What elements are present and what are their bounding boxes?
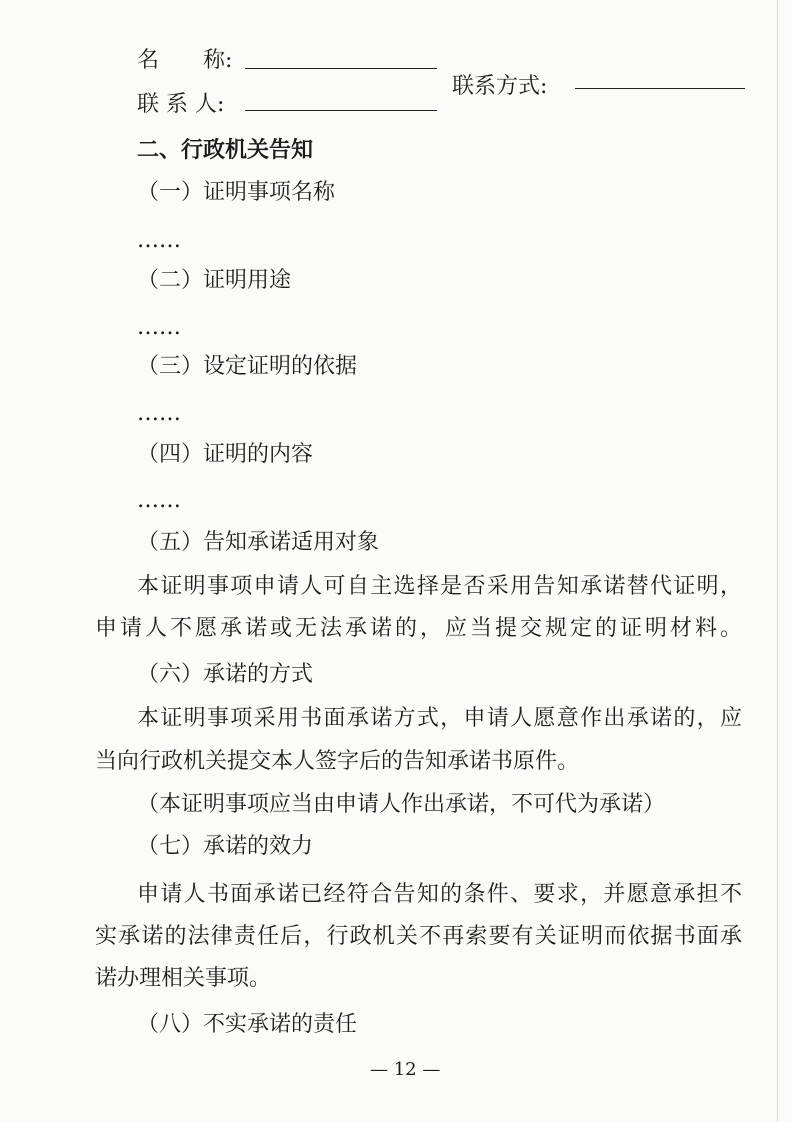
item-6-heading: （六）承诺的方式 <box>137 662 314 687</box>
item-7-line-2: 实承诺的法律责任后，行政机关不再索要有关证明而依据书面承 <box>95 924 742 949</box>
item-5-line-1: 本证明事项申请人可自主选择是否采用告知承诺替代证明， <box>137 574 742 599</box>
page-number: — 12 — <box>370 1059 441 1080</box>
name-blank-line <box>245 68 437 69</box>
item-4-body: …… <box>137 488 181 513</box>
item-3-heading: （三）设定证明的依据 <box>137 354 358 379</box>
contact-method-blank-line <box>575 88 745 89</box>
item-5-line-2: 申请人不愿承诺或无法承诺的，应当提交规定的证明材料。 <box>95 616 742 641</box>
contact-person-blank-line <box>245 110 437 111</box>
item-2-body: …… <box>137 315 181 340</box>
item-2-heading: （二）证明用途 <box>137 268 292 293</box>
item-7-heading: （七）承诺的效力 <box>137 834 314 859</box>
item-4-heading: （四）证明的内容 <box>137 442 314 467</box>
item-8-heading: （八）不实承诺的责任 <box>137 1012 358 1037</box>
item-1-heading: （一）证明事项名称 <box>137 180 336 205</box>
item-6-note: （本证明事项应当由申请人作出承诺，不可代为承诺） <box>137 792 666 817</box>
section-title: 二、行政机关告知 <box>137 138 314 163</box>
contact-person-label: 联 系 人: <box>137 92 225 117</box>
item-6-line-1: 本证明事项采用书面承诺方式，申请人愿意作出承诺的，应 <box>137 706 742 731</box>
contact-method-label: 联系方式: <box>452 74 548 99</box>
item-5-heading: （五）告知承诺适用对象 <box>137 530 380 555</box>
item-7-line-3: 诺办理相关事项。 <box>95 966 272 991</box>
item-1-body: …… <box>137 228 181 253</box>
item-3-body: …… <box>137 401 181 426</box>
item-6-line-2: 当向行政机关提交本人签字后的告知承诺书原件。 <box>95 749 580 774</box>
item-7-line-1: 申请人书面承诺已经符合告知的条件、要求，并愿意承担不 <box>137 882 742 907</box>
name-label: 名 称: <box>137 48 233 73</box>
page-edge-line <box>777 0 778 1122</box>
